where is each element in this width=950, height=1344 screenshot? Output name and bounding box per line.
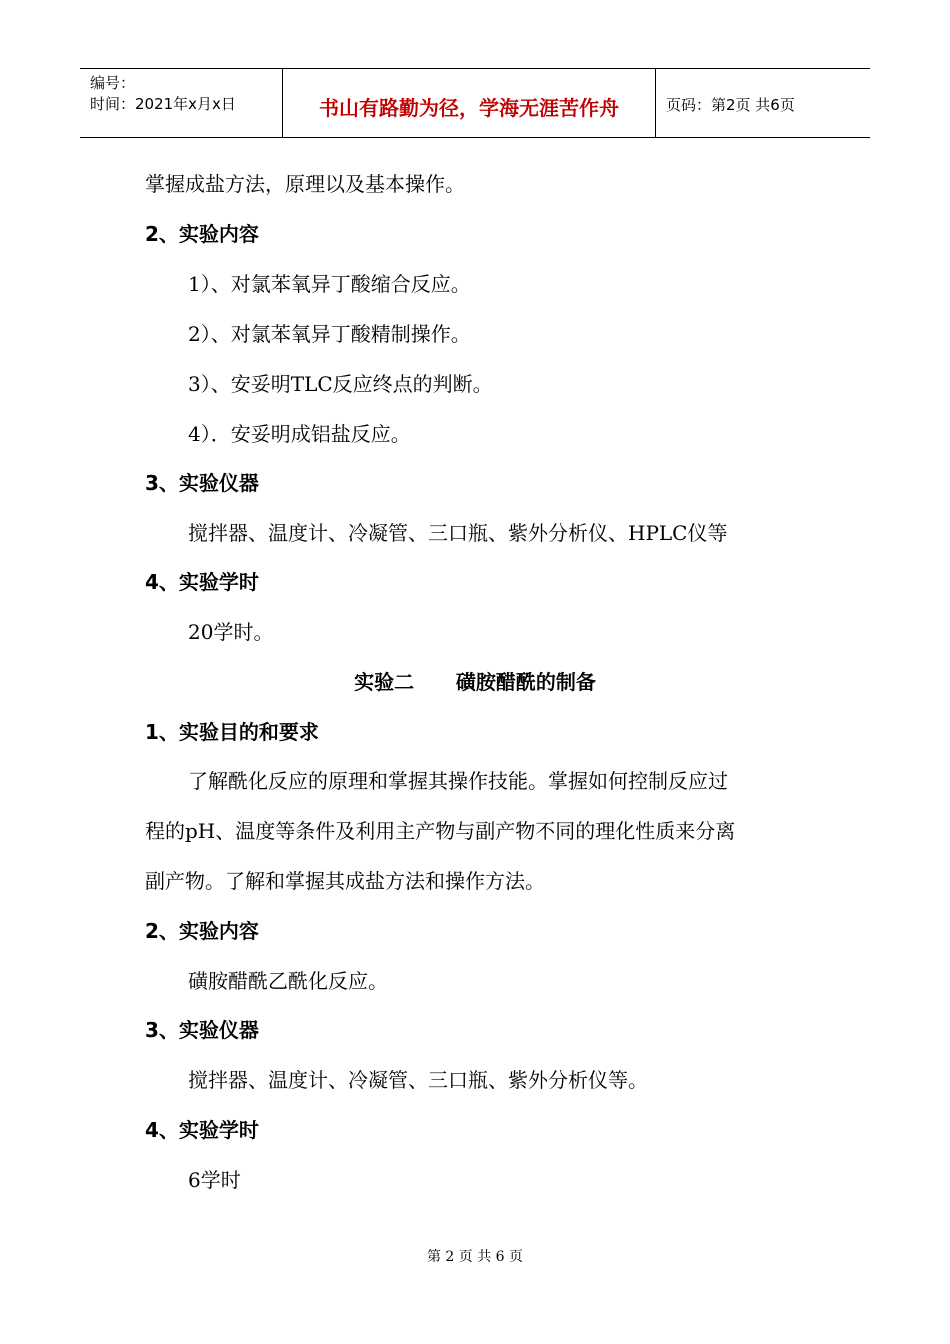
exp2-purpose-line: 副产物。了解和掌握其成盐方法和操作方法。	[145, 869, 545, 893]
exp2-purpose-line: 程的pH、温度等条件及利用主产物与副产物不同的理化性质来分离	[145, 819, 736, 843]
exp2-hours: 6学时	[188, 1168, 241, 1192]
page-footer: 第 2 页 共 6 页	[426, 1249, 524, 1265]
header-page-cell	[656, 69, 870, 137]
exp2-title: 实验二 磺胺醋酰的制备	[354, 670, 596, 694]
exp2-instruments-heading: 3、实验仪器	[145, 1018, 259, 1042]
header-motto-cell	[283, 69, 656, 137]
exp1-instruments: 搅拌器、温度计、冷凝管、三口瓶、紫外分析仪、HPLC仪等	[188, 521, 728, 545]
intro-line: 掌握成盐方法，原理以及基本操作。	[145, 172, 465, 196]
exp1-hours: 20学时。	[188, 620, 274, 644]
exp1-content-item: 3）、安妥明TLC反应终点的判断。	[188, 372, 493, 396]
exp2-content: 磺胺醋酰乙酰化反应。	[188, 969, 388, 993]
exp2-hours-heading: 4、实验学时	[145, 1118, 259, 1142]
exp2-purpose-heading: 1、实验目的和要求	[145, 720, 319, 744]
header-page-info: 页码：第2页 共6页	[666, 96, 795, 114]
exp1-hours-heading: 4、实验学时	[145, 570, 259, 594]
page-header	[80, 68, 870, 138]
header-motto: 书山有路勤为径，学海无涯苦作舟	[319, 96, 619, 120]
exp2-content-heading: 2、实验内容	[145, 919, 259, 943]
exp2-instruments: 搅拌器、温度计、冷凝管、三口瓶、紫外分析仪等。	[188, 1068, 648, 1092]
exp1-content-item: 4）．安妥明成铝盐反应。	[188, 422, 411, 446]
exp1-content-heading: 2、实验内容	[145, 222, 259, 246]
header-meta-cell	[80, 69, 283, 137]
document-time-label: 时间：2021年x月x日	[90, 95, 236, 113]
exp1-instruments-heading: 3、实验仪器	[145, 471, 259, 495]
document-number-label: 编号：	[90, 74, 136, 92]
exp1-content-item: 1）、对氯苯氧异丁酸缩合反应。	[188, 272, 471, 296]
exp1-content-item: 2）、对氯苯氧异丁酸精制操作。	[188, 322, 471, 346]
exp2-purpose-line: 了解酰化反应的原理和掌握其操作技能。掌握如何控制反应过	[188, 769, 728, 793]
